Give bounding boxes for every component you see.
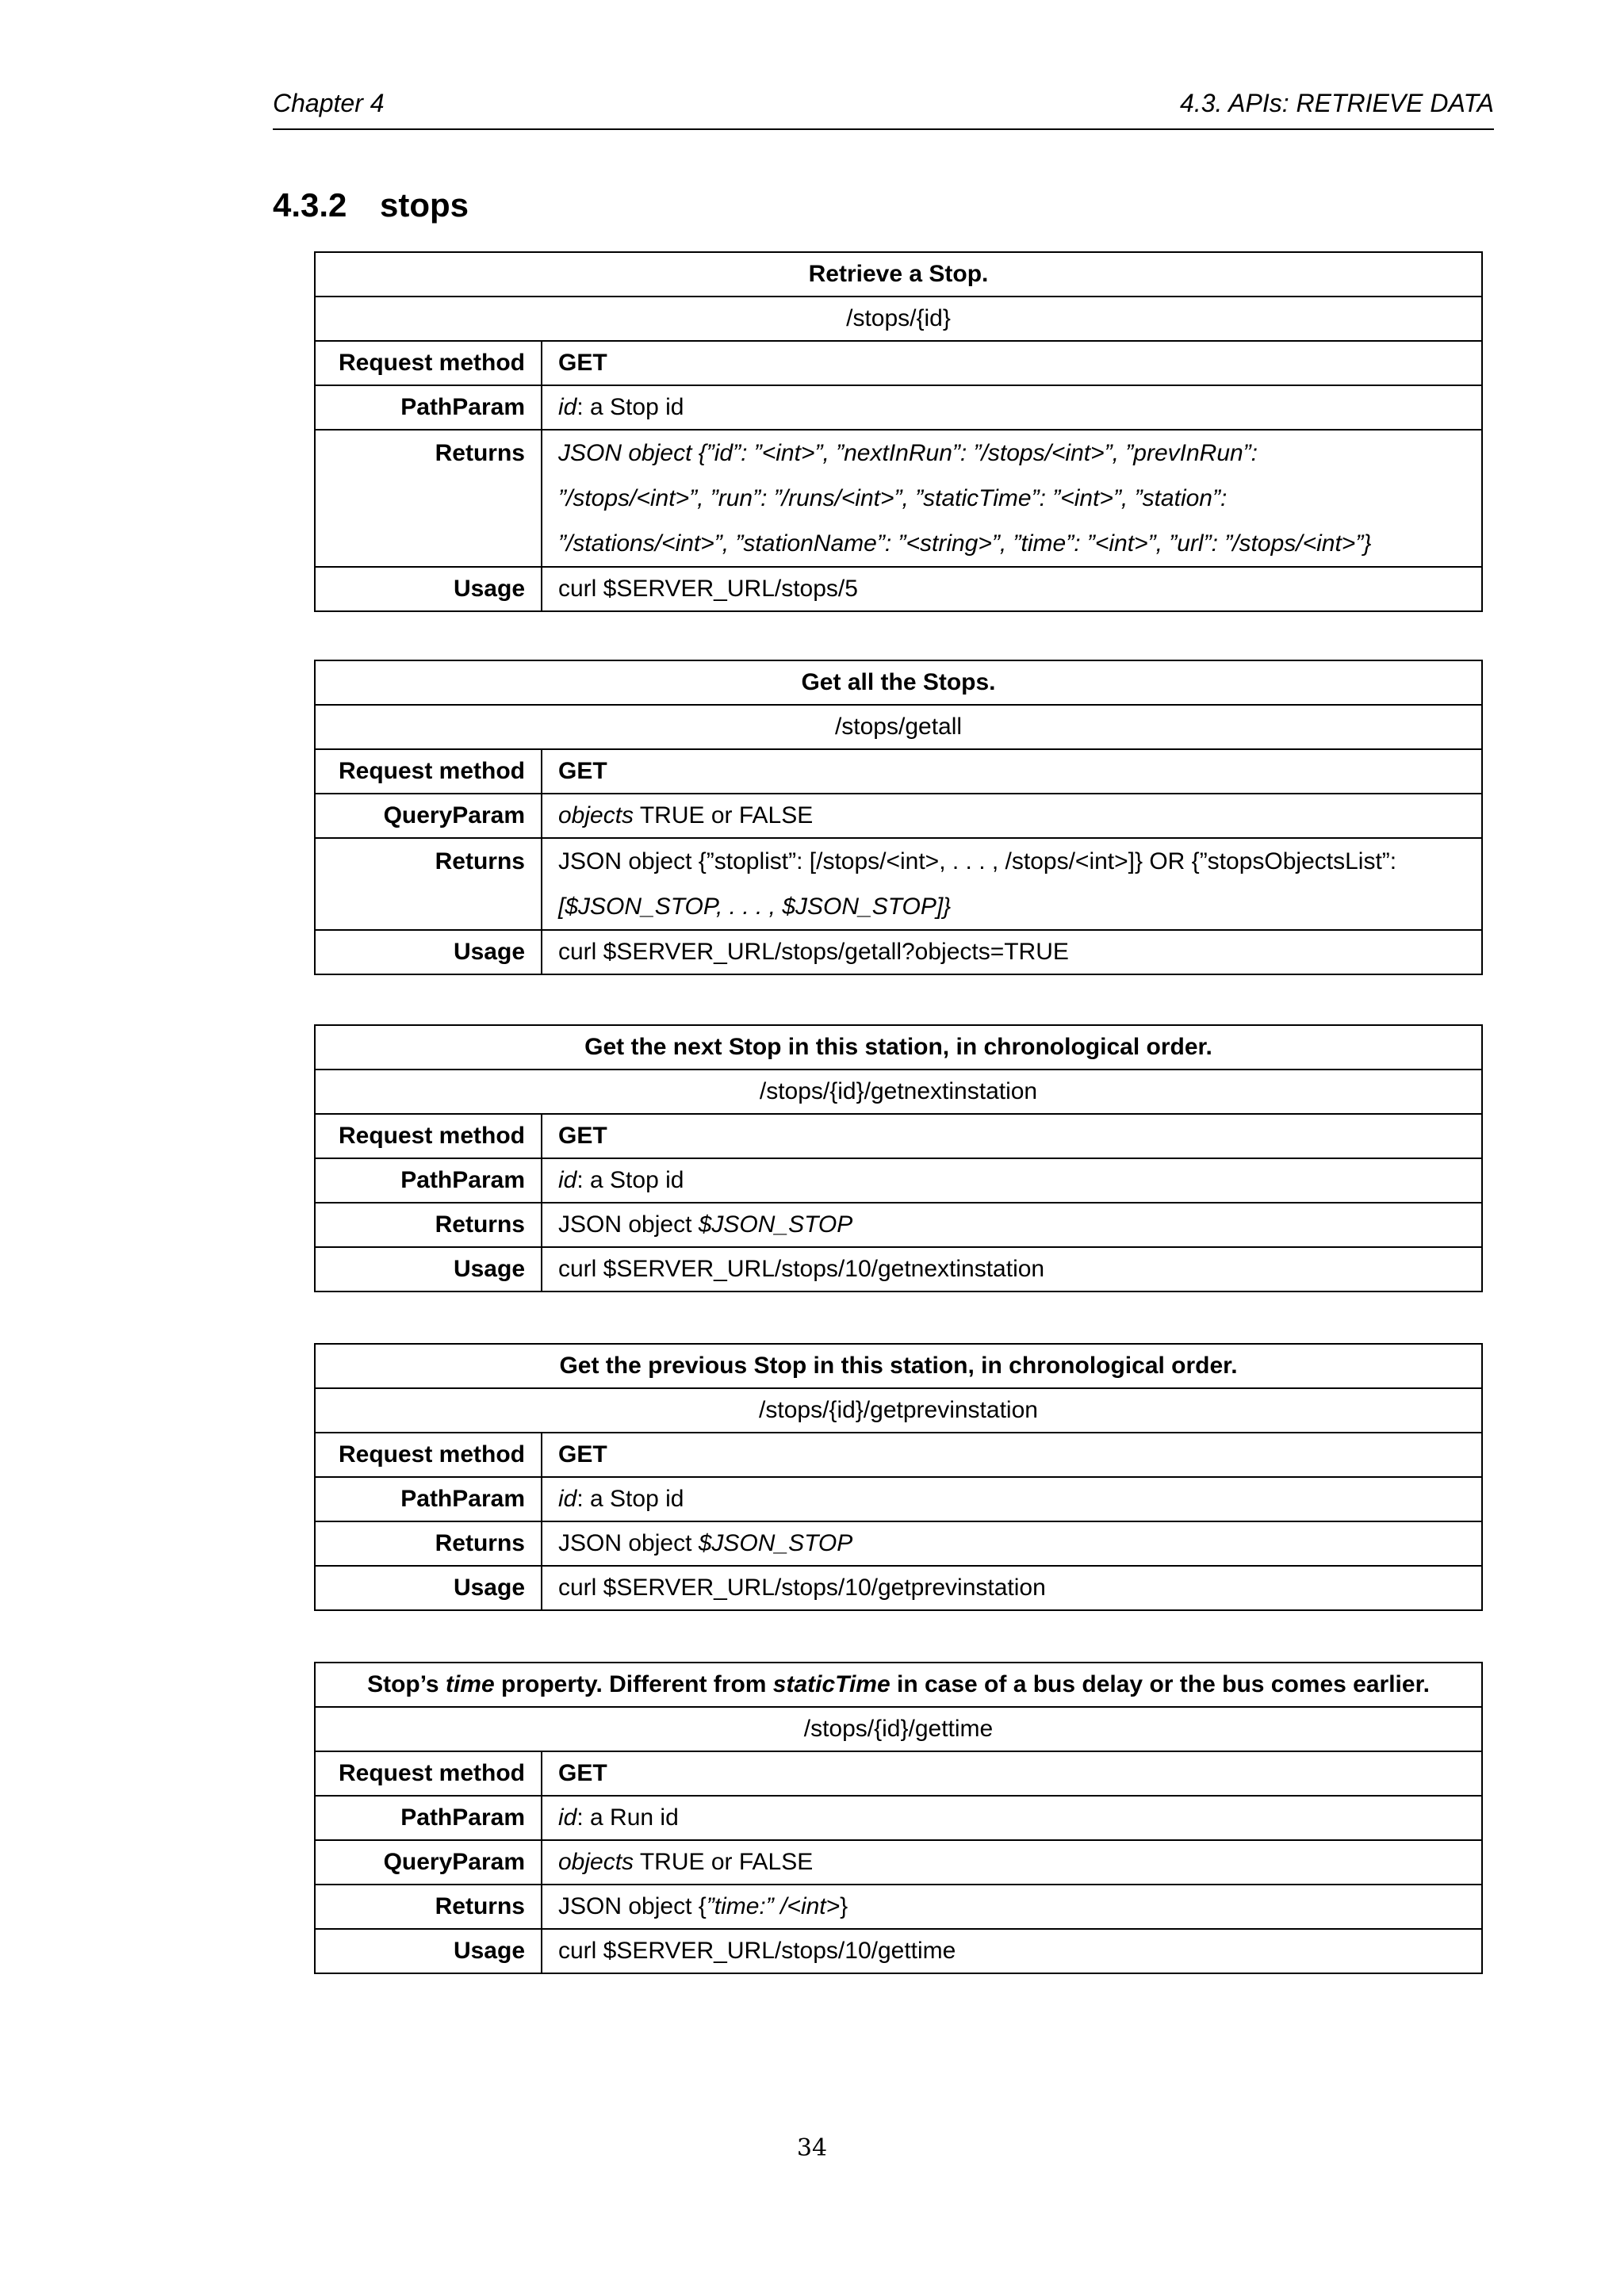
request-method-value: GET <box>542 341 1482 385</box>
param-desc: : a Run id <box>576 1804 679 1831</box>
endpoint-path: /stops/{id} <box>315 297 1482 341</box>
param-name: objects <box>558 802 634 828</box>
title-part: Stop’s <box>367 1671 446 1697</box>
chapter-label: Chapter 4 <box>273 89 385 117</box>
param-desc: TRUE or FALSE <box>634 1849 814 1875</box>
returns-line: ”/stations/<int>”, ”stationName”: ”<string>”, ”time”: ”<int>”, ”url”: ”/stops/<int>”} <box>558 530 1372 557</box>
row-label: Request method <box>315 341 542 385</box>
request-method-value: GET <box>542 1114 1482 1158</box>
param-name: id <box>558 1486 577 1512</box>
api-table-previous-stop <box>314 1343 1483 1611</box>
param-name: id <box>558 1167 577 1193</box>
path-param-value <box>542 385 1482 430</box>
api-table-stop-time <box>314 1662 1483 1974</box>
row-label: Request method <box>315 749 542 794</box>
param-desc: : a Stop id <box>576 394 684 420</box>
returns-text: JSON object <box>558 1211 699 1238</box>
row-label: PathParam <box>315 1158 542 1203</box>
returns-value <box>542 1521 1482 1566</box>
table-title: Get all the Stops. <box>315 660 1482 705</box>
section-label: 4.3. APIs: RETRIEVE DATA <box>1180 89 1494 117</box>
request-method-value: GET <box>542 1751 1482 1796</box>
table-title <box>315 1663 1482 1707</box>
query-param-value <box>542 794 1482 838</box>
page-number: 34 <box>796 2134 828 2162</box>
section-heading <box>273 186 469 224</box>
row-label: Usage <box>315 567 542 611</box>
api-table-next-stop <box>314 1024 1483 1292</box>
returns-text: JSON object { <box>558 1893 707 1919</box>
path-param-value <box>542 1796 1482 1840</box>
returns-value <box>542 1885 1482 1929</box>
usage-value: curl $SERVER_URL/stops/5 <box>542 567 1482 611</box>
row-label: Usage <box>315 1247 542 1292</box>
row-label: Returns <box>315 1521 542 1566</box>
path-param-value <box>542 1158 1482 1203</box>
row-label: Request method <box>315 1433 542 1477</box>
returns-line: [$JSON_STOP, . . . , $JSON_STOP]} <box>558 894 952 920</box>
endpoint-path: /stops/{id}/getnextinstation <box>315 1070 1482 1114</box>
request-method-value: GET <box>542 749 1482 794</box>
section-number: 4.3.2 <box>273 186 347 224</box>
param-desc: : a Stop id <box>576 1167 684 1193</box>
returns-type: ”time:” /<int> <box>706 1893 841 1919</box>
returns-value <box>542 1203 1482 1247</box>
row-label: Usage <box>315 930 542 974</box>
path-param-value <box>542 1477 1482 1521</box>
running-header <box>273 89 1494 130</box>
table-title: Retrieve a Stop. <box>315 252 1482 297</box>
returns-line: JSON object {”stoplist”: [/stops/<int>, . . . , /stops/<int>]} OR {”stopsObjectsList”: <box>558 848 1397 874</box>
title-part: property. Different from <box>494 1671 773 1697</box>
table-title: Get the next Stop in this station, in chronological order. <box>315 1025 1482 1070</box>
row-label: QueryParam <box>315 794 542 838</box>
title-part-em: time <box>445 1671 495 1697</box>
row-label: Returns <box>315 1203 542 1247</box>
row-label: Request method <box>315 1751 542 1796</box>
row-label: QueryParam <box>315 1840 542 1885</box>
api-table-retrieve-stop <box>314 251 1483 612</box>
param-name: objects <box>558 1849 634 1875</box>
usage-value: curl $SERVER_URL/stops/10/gettime <box>542 1929 1482 1973</box>
row-label: Returns <box>315 838 542 930</box>
returns-text: JSON object <box>558 1530 699 1556</box>
returns-type: $JSON_STOP <box>698 1211 853 1238</box>
usage-value: curl $SERVER_URL/stops/getall?objects=TRUE <box>542 930 1482 974</box>
row-label: Request method <box>315 1114 542 1158</box>
returns-type: $JSON_STOP <box>698 1530 853 1556</box>
usage-value: curl $SERVER_URL/stops/10/getnextinstation <box>542 1247 1482 1292</box>
endpoint-path: /stops/getall <box>315 705 1482 749</box>
api-table-get-all-stops <box>314 660 1483 975</box>
row-label: Returns <box>315 1885 542 1929</box>
returns-line: ”/stops/<int>”, ”run”: ”/runs/<int>”, ”staticTime”: ”<int>”, ”station”: <box>558 485 1228 511</box>
row-label: Usage <box>315 1566 542 1610</box>
param-name: id <box>558 1804 577 1831</box>
param-desc: TRUE or FALSE <box>634 802 814 828</box>
request-method-value: GET <box>542 1433 1482 1477</box>
row-label: Usage <box>315 1929 542 1973</box>
title-part-em: staticTime <box>772 1671 891 1697</box>
row-label: PathParam <box>315 1477 542 1521</box>
returns-value <box>542 430 1482 567</box>
param-desc: : a Stop id <box>576 1486 684 1512</box>
title-part: in case of a bus delay or the bus comes earlier. <box>890 1671 1430 1697</box>
param-name: id <box>558 394 577 420</box>
endpoint-path: /stops/{id}/gettime <box>315 1707 1482 1751</box>
query-param-value <box>542 1840 1482 1885</box>
endpoint-path: /stops/{id}/getprevinstation <box>315 1388 1482 1433</box>
table-title: Get the previous Stop in this station, in chronological order. <box>315 1344 1482 1388</box>
row-label: PathParam <box>315 1796 542 1840</box>
returns-tail: } <box>840 1893 848 1919</box>
returns-line: JSON object {”id”: ”<int>”, ”nextInRun”: ”/stops/<int>”, ”prevInRun”: <box>558 440 1258 466</box>
section-title: stops <box>380 186 469 224</box>
row-label: Returns <box>315 430 542 567</box>
returns-value <box>542 838 1482 930</box>
usage-value: curl $SERVER_URL/stops/10/getprevinstation <box>542 1566 1482 1610</box>
row-label: PathParam <box>315 385 542 430</box>
